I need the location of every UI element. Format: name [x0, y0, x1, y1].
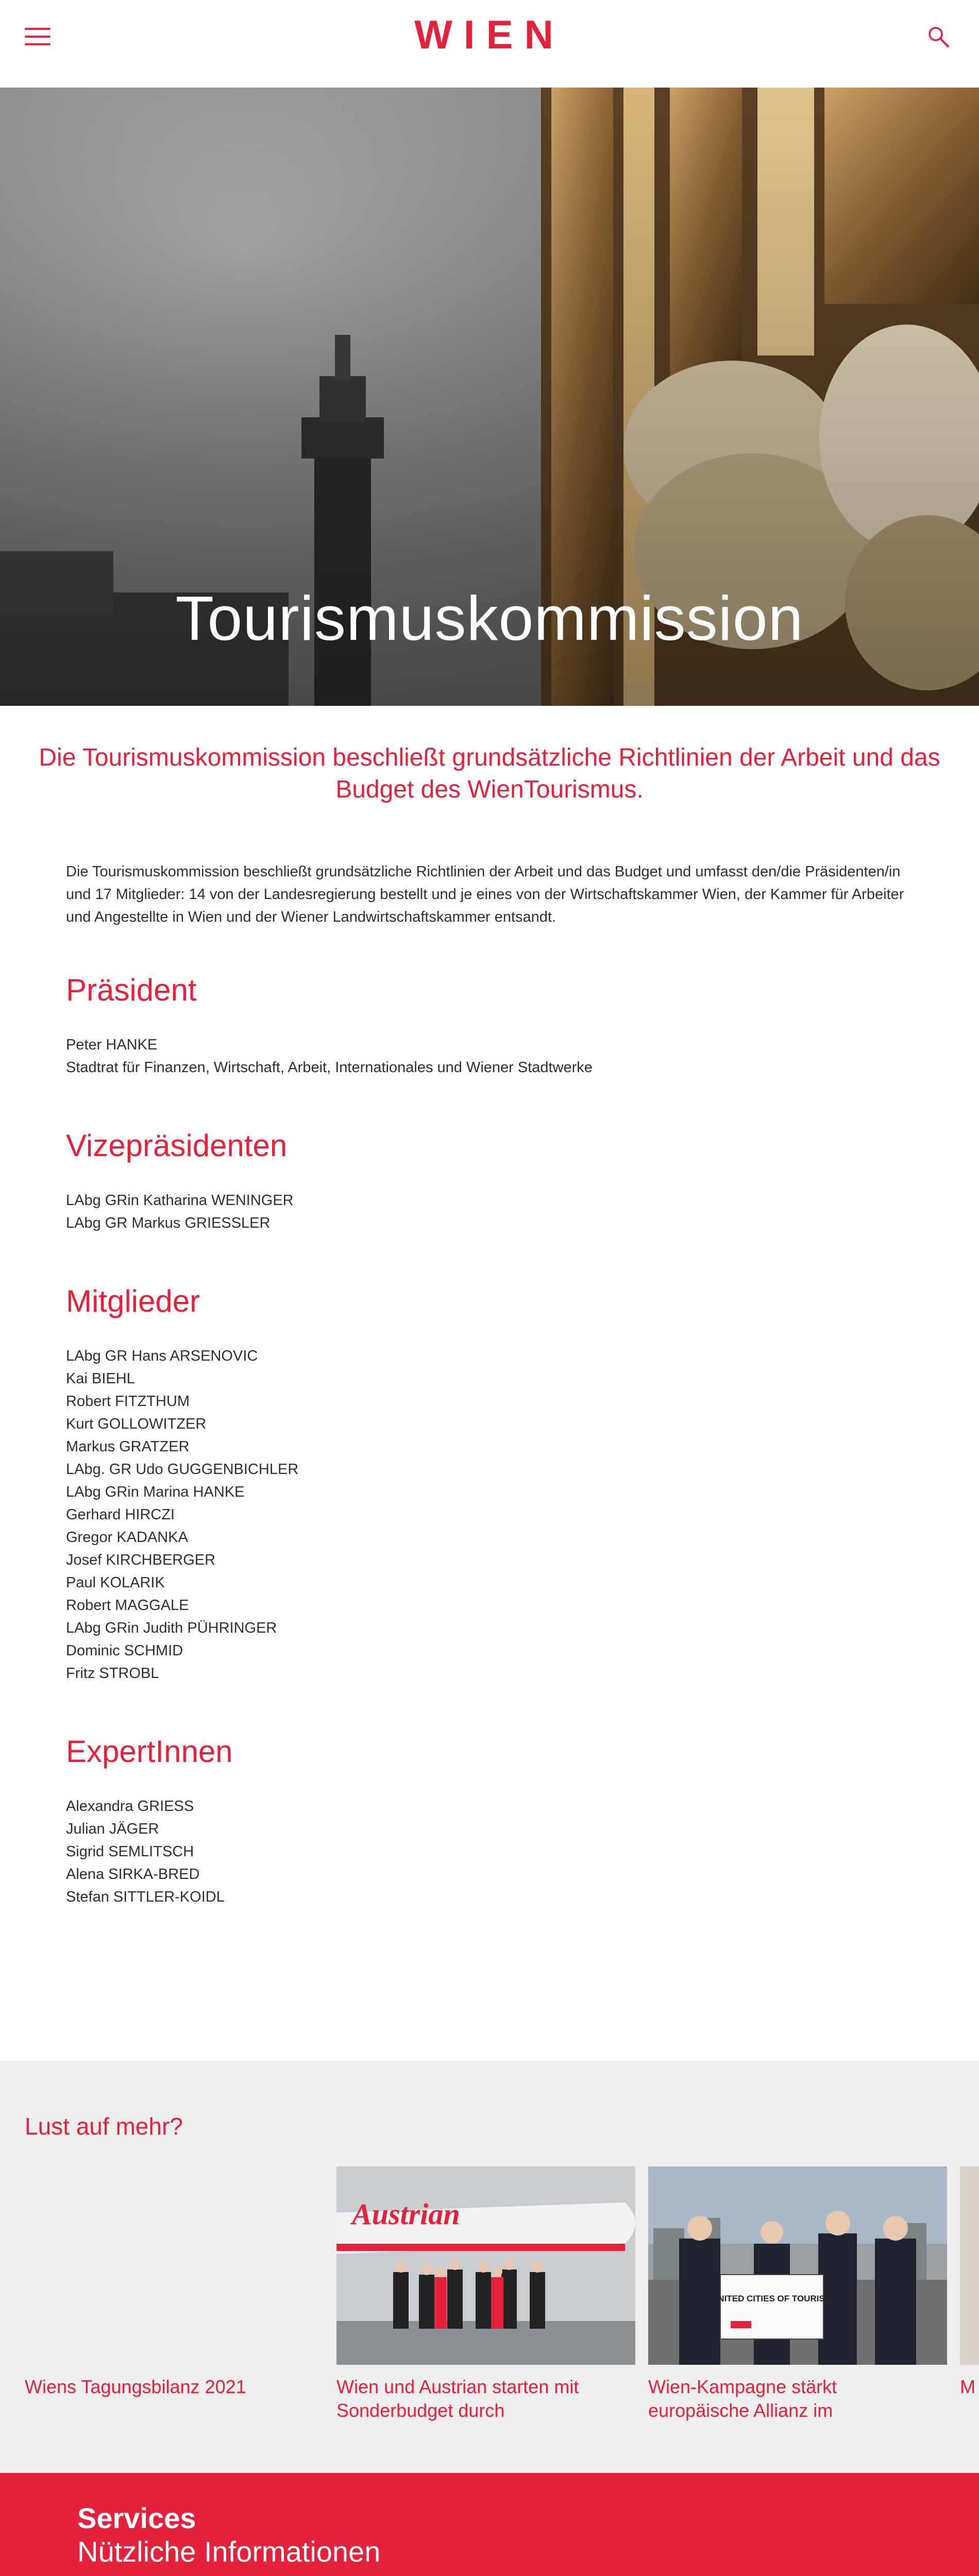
search-icon[interactable]: [927, 26, 950, 48]
title-line: europäische Allianz im: [648, 2400, 833, 2421]
hero-banner: [0, 88, 979, 706]
teaser-card[interactable]: [960, 2166, 979, 2399]
section-heading: Mitglieder: [66, 1284, 200, 1318]
site-footer: [0, 2473, 979, 2576]
teaser-image: [960, 2166, 979, 2365]
list-item: Stadtrat für Finanzen, Wirtschaft, Arbeit, Internationales und Wiener Stadtwerke: [66, 1059, 593, 1076]
list-item: Robert FITZTHUM: [66, 1393, 190, 1410]
teaser-title: [960, 2375, 979, 2399]
title-line: M: [960, 2376, 975, 2397]
title-line: Sonderbudget durch: [336, 2400, 505, 2421]
list-item: Peter HANKE: [66, 1037, 158, 1053]
teaser-title: [648, 2375, 947, 2422]
list-item: LAbg GR Hans ARSENOVIC: [66, 1348, 258, 1364]
section-expertinnen: [66, 1734, 911, 1908]
section-list: [66, 1189, 911, 1234]
list-item: LAbg GRin Marina HANKE: [66, 1484, 245, 1500]
campaign-sign-text: UNITED CITIES OF TOURISM: [712, 2294, 832, 2303]
section-vizepraesidenten: [66, 1128, 911, 1234]
section-heading: ExpertInnen: [66, 1734, 233, 1769]
teaser-card[interactable]: [336, 2166, 635, 2422]
services-title: Services: [77, 2502, 196, 2534]
section-list: [66, 1795, 911, 1908]
wien-logo[interactable]: WIEN: [414, 12, 565, 57]
list-item: Sigrid SEMLITSCH: [66, 1843, 194, 1860]
list-item: Julian JÄGER: [66, 1821, 159, 1837]
list-item: LAbg GRin Katharina WENINGER: [66, 1192, 294, 1209]
list-item: Josef KIRCHBERGER: [66, 1552, 216, 1568]
teaser-image: [648, 2166, 947, 2365]
list-item: Alexandra GRIESS: [66, 1798, 194, 1815]
page-title: Tourismuskommission: [175, 583, 804, 653]
more-section: [0, 2061, 979, 2473]
list-item: LAbg GR Markus GRIESSLER: [66, 1215, 271, 1231]
section-heading: Präsident: [66, 973, 197, 1007]
teaser-image: [25, 2166, 324, 2365]
section-list: [66, 1033, 911, 1079]
site-header: [0, 0, 979, 88]
list-item: Gregor KADANKA: [66, 1529, 188, 1546]
main-content: [66, 860, 911, 1908]
list-item: Alena SIRKA-BRED: [66, 1866, 200, 1883]
more-title: Lust auf mehr?: [25, 2113, 183, 2140]
teaser-title: [25, 2375, 324, 2399]
campaign-photo: [648, 2166, 947, 2365]
airline-lettering: Austrian: [352, 2197, 460, 2231]
section-praesident: [66, 972, 911, 1079]
list-item: LAbg. GR Udo GUGGENBICHLER: [66, 1461, 299, 1478]
list-item: LAbg GRin Judith PÜHRINGER: [66, 1620, 277, 1636]
title-line: Wiens Tagungsbilanz 2021: [25, 2376, 246, 2397]
section-heading: Vizepräsidenten: [66, 1128, 288, 1163]
lead-text: Die Tourismuskommission beschließt grundsätzliche Richtlinien der Arbeit und das Budget des WienTourismus.: [39, 744, 940, 803]
list-item: Paul KOLARIK: [66, 1574, 165, 1591]
teaser-title: [336, 2375, 635, 2422]
airplane-photo: [336, 2166, 635, 2365]
list-item: Robert MAGGALE: [66, 1597, 189, 1614]
section-list: [66, 1345, 911, 1685]
services-subtitle: Nützliche Informationen: [77, 2535, 381, 2568]
list-item: Markus GRATZER: [66, 1438, 190, 1455]
intro-paragraph: Die Tourismuskommission beschließt grundsätzliche Richtlinien der Arbeit und das Budget und umfasst den/die Präsidenten/in und 17 Mitglieder: 14 von der Landesregierung bestellt und je eines von der Wirtschaftskammer Wien, der Kammer für Arbeiter und Angestellte in Wien und der Wiener Landwirtschaftskammer entsandt.: [66, 863, 904, 925]
list-item: Stefan SITTLER-KOIDL: [66, 1889, 225, 1905]
list-item: Kai BIEHL: [66, 1370, 135, 1387]
list-item: Kurt GOLLOWITZER: [66, 1416, 207, 1432]
section-mitglieder: [66, 1283, 911, 1685]
teaser-card[interactable]: [648, 2166, 947, 2422]
teaser-card[interactable]: [25, 2166, 324, 2399]
title-line: Wien-Kampagne stärkt: [648, 2376, 837, 2397]
title-line: Wien und Austrian starten mit: [336, 2376, 579, 2397]
list-item: Fritz STROBL: [66, 1665, 159, 1682]
list-item: Gerhard HIRCZI: [66, 1506, 175, 1523]
list-item: Dominic SCHMID: [66, 1642, 183, 1659]
teaser-image: [336, 2166, 635, 2365]
